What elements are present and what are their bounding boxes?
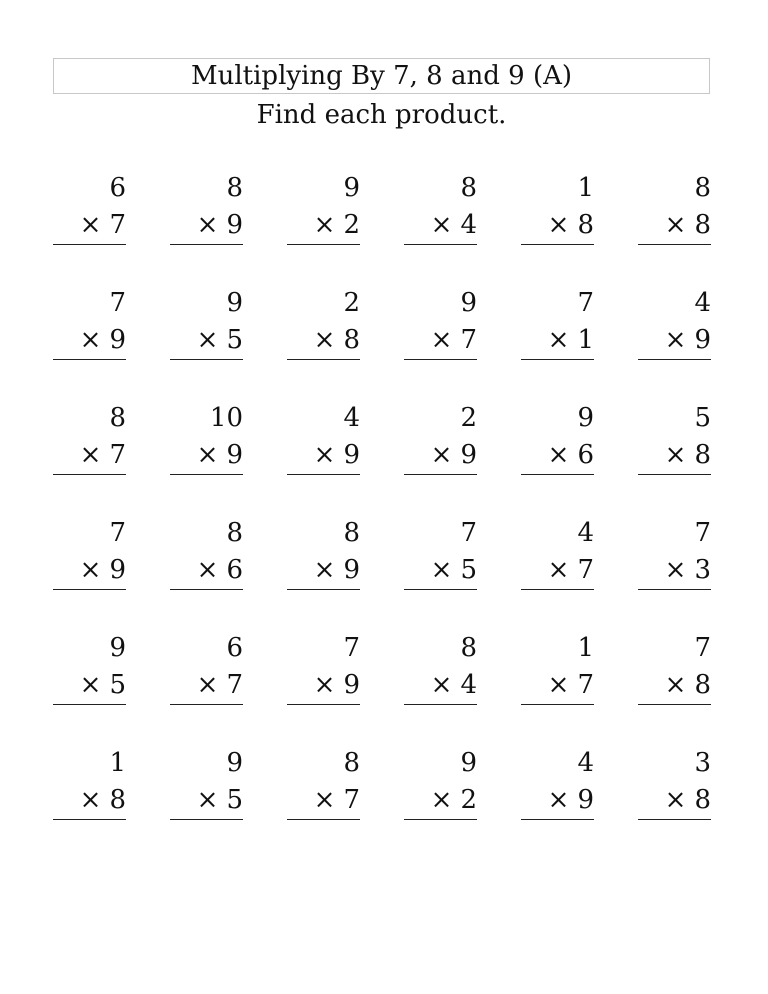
times-sign: × [547, 670, 570, 700]
multiplicand: 8 [343, 518, 360, 548]
times-sign: × [79, 210, 102, 240]
multiplier: 9 [577, 785, 594, 815]
answer-line [170, 704, 243, 705]
multiplier: 7 [226, 670, 243, 700]
multiplier-line [431, 669, 477, 701]
times-sign: × [79, 555, 102, 585]
times-sign: × [547, 555, 570, 585]
problem-item [287, 747, 360, 827]
answer-line [404, 359, 477, 360]
multiplier: 4 [460, 210, 477, 240]
answer-line [638, 589, 711, 590]
multiplier-line [548, 209, 594, 241]
times-sign: × [664, 555, 687, 585]
multiplier-line [548, 669, 594, 701]
multiplier: 9 [343, 670, 360, 700]
multiplier: 9 [226, 440, 243, 470]
times-sign: × [79, 670, 102, 700]
multiplicand: 4 [694, 288, 711, 318]
problem-item [170, 402, 243, 482]
problem-item [287, 402, 360, 482]
times-sign: × [664, 785, 687, 815]
multiplier: 6 [577, 440, 594, 470]
answer-line [53, 819, 126, 820]
answer-line [638, 359, 711, 360]
problem-item [521, 632, 594, 712]
times-sign: × [547, 440, 570, 470]
multiplier-line [197, 209, 243, 241]
answer-line [521, 474, 594, 475]
multiplicand: 4 [577, 518, 594, 548]
answer-line [638, 474, 711, 475]
problem-item [638, 402, 711, 482]
answer-line [170, 244, 243, 245]
multiplicand: 7 [694, 633, 711, 663]
times-sign: × [196, 555, 219, 585]
multiplicand: 7 [343, 633, 360, 663]
answer-line [170, 474, 243, 475]
answer-line [170, 359, 243, 360]
multiplier: 7 [577, 670, 594, 700]
multiplicand: 9 [343, 173, 360, 203]
multiplier-line [665, 784, 711, 816]
problem-item [638, 747, 711, 827]
multiplier-line [431, 209, 477, 241]
multiplier: 2 [460, 785, 477, 815]
multiplicand: 1 [109, 748, 126, 778]
problem-item [53, 632, 126, 712]
multiplicand: 8 [460, 633, 477, 663]
problem-item [521, 747, 594, 827]
multiplier-line [665, 209, 711, 241]
times-sign: × [430, 440, 453, 470]
problem-item [638, 172, 711, 252]
multiplier-line [80, 324, 126, 356]
multiplier: 9 [460, 440, 477, 470]
multiplicand: 7 [109, 288, 126, 318]
times-sign: × [430, 670, 453, 700]
multiplier: 8 [694, 440, 711, 470]
multiplier: 7 [109, 210, 126, 240]
multiplier-line [431, 439, 477, 471]
problem-item [521, 402, 594, 482]
answer-line [404, 474, 477, 475]
times-sign: × [547, 210, 570, 240]
problem-item [521, 172, 594, 252]
answer-line [170, 819, 243, 820]
problem-item [521, 517, 594, 597]
problem-item [53, 402, 126, 482]
multiplier-line [80, 209, 126, 241]
multiplicand: 6 [109, 173, 126, 203]
times-sign: × [196, 210, 219, 240]
multiplicand: 8 [226, 173, 243, 203]
multiplier-line [665, 554, 711, 586]
multiplier-line [314, 554, 360, 586]
problem-item [404, 632, 477, 712]
problem-item [404, 747, 477, 827]
multiplier: 9 [694, 325, 711, 355]
multiplicand: 2 [343, 288, 360, 318]
multiplicand: 6 [226, 633, 243, 663]
multiplicand: 8 [460, 173, 477, 203]
problem-item [404, 402, 477, 482]
problem-item [638, 287, 711, 367]
problem-item [53, 172, 126, 252]
times-sign: × [79, 325, 102, 355]
problem-item [170, 287, 243, 367]
answer-line [404, 589, 477, 590]
multiplier: 2 [343, 210, 360, 240]
answer-line [404, 819, 477, 820]
multiplier: 7 [343, 785, 360, 815]
multiplicand: 7 [694, 518, 711, 548]
multiplier: 9 [343, 555, 360, 585]
multiplicand: 9 [226, 288, 243, 318]
multiplier-line [197, 324, 243, 356]
multiplier-line [197, 669, 243, 701]
multiplier-line [431, 784, 477, 816]
problem-item [521, 287, 594, 367]
multiplier: 6 [226, 555, 243, 585]
times-sign: × [313, 210, 336, 240]
problem-item [287, 172, 360, 252]
answer-line [287, 244, 360, 245]
multiplier-line [197, 554, 243, 586]
answer-line [287, 819, 360, 820]
multiplier-line [548, 554, 594, 586]
answer-line [521, 359, 594, 360]
times-sign: × [664, 210, 687, 240]
answer-line [287, 359, 360, 360]
problem-item [53, 747, 126, 827]
multiplicand: 9 [109, 633, 126, 663]
answer-line [53, 244, 126, 245]
answer-line [638, 704, 711, 705]
times-sign: × [313, 670, 336, 700]
multiplier: 5 [226, 785, 243, 815]
answer-line [638, 819, 711, 820]
multiplicand: 4 [577, 748, 594, 778]
multiplier: 1 [577, 325, 594, 355]
times-sign: × [430, 555, 453, 585]
problem-item [170, 517, 243, 597]
multiplier-line [431, 554, 477, 586]
multiplier-line [548, 439, 594, 471]
multiplier-line [80, 669, 126, 701]
problem-item [638, 632, 711, 712]
multiplier: 7 [109, 440, 126, 470]
multiplicand: 7 [109, 518, 126, 548]
answer-line [521, 819, 594, 820]
answer-line [404, 244, 477, 245]
multiplier: 8 [694, 670, 711, 700]
times-sign: × [313, 440, 336, 470]
multiplicand: 10 [209, 403, 243, 433]
multiplier-line [431, 324, 477, 356]
answer-line [287, 474, 360, 475]
times-sign: × [313, 555, 336, 585]
answer-line [170, 589, 243, 590]
multiplicand: 3 [694, 748, 711, 778]
times-sign: × [547, 785, 570, 815]
multiplier-line [665, 669, 711, 701]
multiplier-line [665, 439, 711, 471]
multiplicand: 8 [109, 403, 126, 433]
times-sign: × [79, 440, 102, 470]
times-sign: × [313, 325, 336, 355]
problem-item [170, 747, 243, 827]
multiplicand: 1 [577, 173, 594, 203]
answer-line [53, 589, 126, 590]
multiplicand: 7 [577, 288, 594, 318]
answer-line [53, 704, 126, 705]
problem-item [170, 632, 243, 712]
answer-line [53, 474, 126, 475]
worksheet-title: Multiplying By 7, 8 and 9 (A) [190, 61, 573, 91]
times-sign: × [430, 785, 453, 815]
multiplicand: 8 [343, 748, 360, 778]
times-sign: × [430, 210, 453, 240]
multiplier: 9 [109, 325, 126, 355]
multiplier-line [548, 324, 594, 356]
multiplier-line [314, 669, 360, 701]
multiplier-line [548, 784, 594, 816]
multiplicand: 5 [694, 403, 711, 433]
multiplier-line [314, 209, 360, 241]
times-sign: × [664, 325, 687, 355]
multiplier-line [314, 784, 360, 816]
multiplier: 8 [343, 325, 360, 355]
multiplier: 5 [460, 555, 477, 585]
multiplicand: 7 [460, 518, 477, 548]
multiplier-line [197, 784, 243, 816]
problem-item [170, 172, 243, 252]
multiplier: 8 [577, 210, 594, 240]
multiplier: 5 [109, 670, 126, 700]
multiplier: 8 [109, 785, 126, 815]
times-sign: × [196, 325, 219, 355]
multiplier: 7 [577, 555, 594, 585]
multiplier: 9 [343, 440, 360, 470]
times-sign: × [79, 785, 102, 815]
multiplier-line [314, 324, 360, 356]
answer-line [404, 704, 477, 705]
times-sign: × [430, 325, 453, 355]
multiplicand: 8 [694, 173, 711, 203]
multiplier: 7 [460, 325, 477, 355]
times-sign: × [196, 785, 219, 815]
answer-line [521, 704, 594, 705]
multiplier: 9 [109, 555, 126, 585]
multiplier-line [80, 439, 126, 471]
answer-line [53, 359, 126, 360]
times-sign: × [664, 440, 687, 470]
answer-line [521, 244, 594, 245]
multiplier: 3 [694, 555, 711, 585]
answer-line [521, 589, 594, 590]
multiplier-line [314, 439, 360, 471]
multiplicand: 9 [460, 288, 477, 318]
multiplier: 4 [460, 670, 477, 700]
worksheet-instructions: Find each product. [256, 100, 507, 130]
multiplicand: 9 [226, 748, 243, 778]
multiplier: 9 [226, 210, 243, 240]
problem-item [287, 517, 360, 597]
multiplier-line [80, 554, 126, 586]
times-sign: × [547, 325, 570, 355]
problem-item [287, 632, 360, 712]
answer-line [287, 704, 360, 705]
times-sign: × [664, 670, 687, 700]
problem-item [638, 517, 711, 597]
multiplicand: 1 [577, 633, 594, 663]
multiplier: 8 [694, 785, 711, 815]
problem-item [53, 287, 126, 367]
multiplicand: 2 [460, 403, 477, 433]
answer-line [287, 589, 360, 590]
problem-item [404, 517, 477, 597]
answer-line [638, 244, 711, 245]
problem-item [53, 517, 126, 597]
times-sign: × [196, 670, 219, 700]
multiplier: 5 [226, 325, 243, 355]
multiplier-line [665, 324, 711, 356]
multiplicand: 8 [226, 518, 243, 548]
problem-item [404, 172, 477, 252]
multiplicand: 4 [343, 403, 360, 433]
times-sign: × [313, 785, 336, 815]
multiplicand: 9 [460, 748, 477, 778]
multiplier-line [197, 439, 243, 471]
multiplicand: 9 [577, 403, 594, 433]
multiplier: 8 [694, 210, 711, 240]
problem-item [287, 287, 360, 367]
multiplier-line [80, 784, 126, 816]
times-sign: × [196, 440, 219, 470]
problem-item [404, 287, 477, 367]
